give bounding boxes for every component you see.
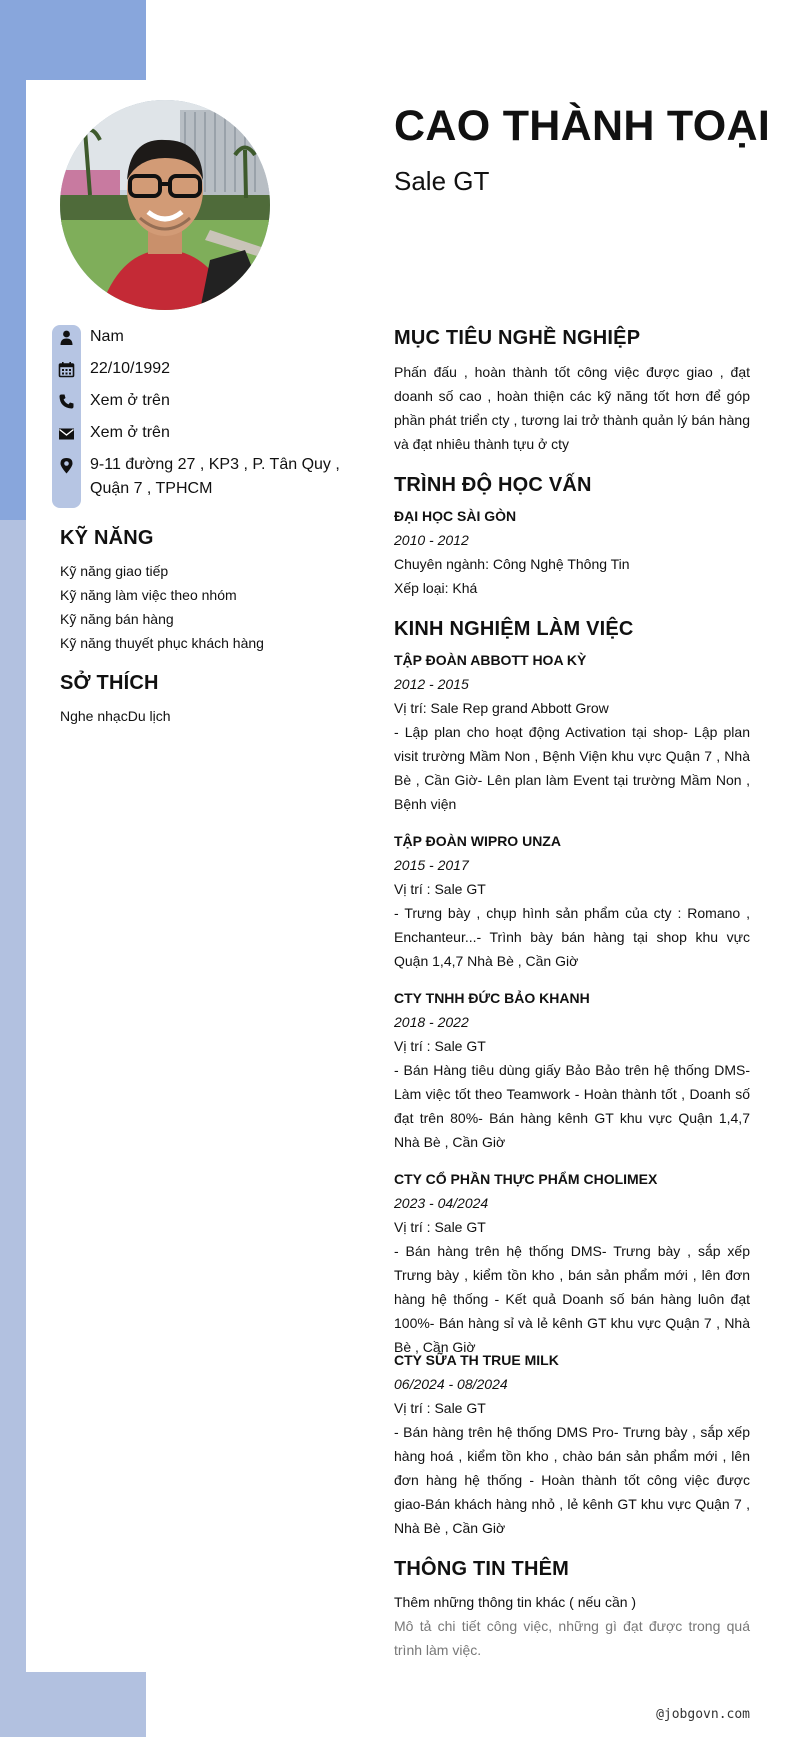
address-value: 9-11 đường 27 , KP3 , P. Tân Quy , Quận 7 , TPHCM — [90, 456, 340, 497]
job-entry — [394, 1167, 750, 1359]
skill-item: Kỹ năng giao tiếp — [60, 563, 169, 579]
candidate-role: Sale GT — [394, 166, 490, 196]
extra-info-line: Thêm những thông tin khác ( nếu cần ) — [394, 1594, 637, 1610]
job-position: Vị trí : Sale GT — [394, 881, 486, 897]
job-company: TẬP ĐOÀN ABBOTT HOA KỲ — [394, 652, 587, 668]
job-period: 06/2024 - 08/2024 — [394, 1376, 508, 1392]
phone-value: Xem ở trên — [90, 392, 170, 409]
skill-item: Kỹ năng thuyết phục khách hàng — [60, 635, 264, 651]
email-value: Xem ở trên — [90, 424, 170, 441]
experience-title: KINH NGHIỆM LÀM VIỆC — [394, 618, 634, 640]
education-entry — [394, 504, 750, 600]
skill-item: Kỹ năng bán hàng — [60, 611, 174, 627]
extra-info-title: THÔNG TIN THÊM — [394, 1558, 570, 1580]
education-title: TRÌNH ĐỘ HỌC VẤN — [394, 474, 592, 496]
watermark: @jobgovn.com — [656, 1707, 750, 1722]
extra-info-hint: Mô tả chi tiết công việc, những gì đạt được trong quá trình làm việc. — [394, 1618, 750, 1658]
job-company: CTY SỮA TH TRUE MILK — [394, 1352, 559, 1368]
birthday-value: 22/10/1992 — [90, 360, 171, 377]
hobbies-title: SỞ THÍCH — [60, 672, 159, 694]
education-period: 2010 - 2012 — [394, 532, 469, 548]
job-description: - Trưng bày , chụp hình sản phẩm của cty : Romano , Enchanteur...- Trình bày bán hàng tại shop khu vực Quận 1,4,7 Nhà Bè , Cần Giờ — [394, 905, 750, 969]
location-pin-icon — [58, 457, 75, 474]
job-company: CTY CỔ PHẦN THỰC PHẨM CHOLIMEX — [394, 1171, 658, 1187]
objective-text: Phấn đấu , hoàn thành tốt công việc được giao , đạt doanh số cao , hoàn thiện các kỹ năng tốt hơn để góp phần phát triển cty , tương lai trở thành quản lý bán hàng và đạt nhiêu thành tựu ở cty — [394, 364, 750, 452]
job-entry — [394, 986, 750, 1154]
job-description: - Bán hàng trên hệ thống DMS- Trưng bày , sắp xếp Trưng bày , kiểm tồn kho , bán sản phẩm mới , lên đơn hàng hệ thống - Kết quả Doanh số bán hàng luôn đạt 100%- Bán hàng sỉ và lẻ kênh GT khu vực Quận 7 , Nhà Bè , Cần Giờ — [394, 1243, 750, 1355]
job-description: - Bán Hàng tiêu dùng giấy Bảo Bảo trên hệ thống DMS-Làm việc tốt theo Teamwork - Hoàn thành tốt , Doanh số đạt trên 80%- Bán hàng kênh GT khu vực Quận 1,4,7 Nhà Bè , Cần Giờ — [394, 1062, 750, 1150]
calendar-icon — [58, 361, 75, 378]
avatar — [60, 100, 270, 310]
gender-value: Nam — [90, 328, 124, 345]
job-company: TẬP ĐOÀN WIPRO UNZA — [394, 833, 561, 849]
job-period: 2015 - 2017 — [394, 857, 469, 873]
job-position: Vị trí : Sale GT — [394, 1219, 486, 1235]
education-grade: Xếp loại: Khá — [394, 580, 478, 596]
candidate-name: CAO THÀNH TOẠI — [394, 102, 771, 150]
job-position: Vị trí : Sale GT — [394, 1400, 486, 1416]
job-description: - Bán hàng trên hệ thống DMS Pro- Trưng bày , sắp xếp hàng hoá , kiểm tồn kho , chào bán sản phẩm mới , lên đơn hàng hệ thống - Hoàn thành tốt công việc được giao-Bán khách hàng nhỏ , lẻ kênh GT khu vực Quận 7 , Nhà Bè , Cần Giờ — [394, 1424, 750, 1536]
mail-icon — [58, 425, 75, 442]
skills-title: KỸ NĂNG — [60, 527, 154, 549]
person-icon — [58, 329, 75, 346]
job-period: 2023 - 04/2024 — [394, 1195, 489, 1211]
objective-title: MỤC TIÊU NGHỀ NGHIỆP — [394, 327, 641, 349]
job-period: 2012 - 2015 — [394, 676, 469, 692]
job-entry — [394, 648, 750, 816]
hobbies-text: Nghe nhạcDu lịch — [60, 708, 171, 724]
skills-list — [60, 559, 264, 655]
job-period: 2018 - 2022 — [394, 1014, 469, 1030]
job-company: CTY TNHH ĐỨC BẢO KHANH — [394, 990, 590, 1006]
job-entry — [394, 829, 750, 973]
job-entry — [394, 1348, 750, 1540]
education-major: Chuyên ngành: Công Nghệ Thông Tin — [394, 556, 630, 572]
job-description: - Lập plan cho hoạt động Activation tại shop- Lập plan visit trường Mầm Non , Bệnh Viện khu vực Quận 7 , Nhà Bè , Cần Giờ- Lên plan làm Event tại trường Mầm Non , Bệnh viện — [394, 724, 750, 812]
school-name: ĐẠI HỌC SÀI GÒN — [394, 508, 517, 524]
extra-info — [394, 1590, 750, 1662]
job-position: Vị trí: Sale Rep grand Abbott Grow — [394, 700, 609, 716]
contact-rail — [52, 325, 81, 508]
job-position: Vị trí : Sale GT — [394, 1038, 486, 1054]
phone-icon — [58, 393, 75, 410]
skill-item: Kỹ năng làm việc theo nhóm — [60, 587, 237, 603]
